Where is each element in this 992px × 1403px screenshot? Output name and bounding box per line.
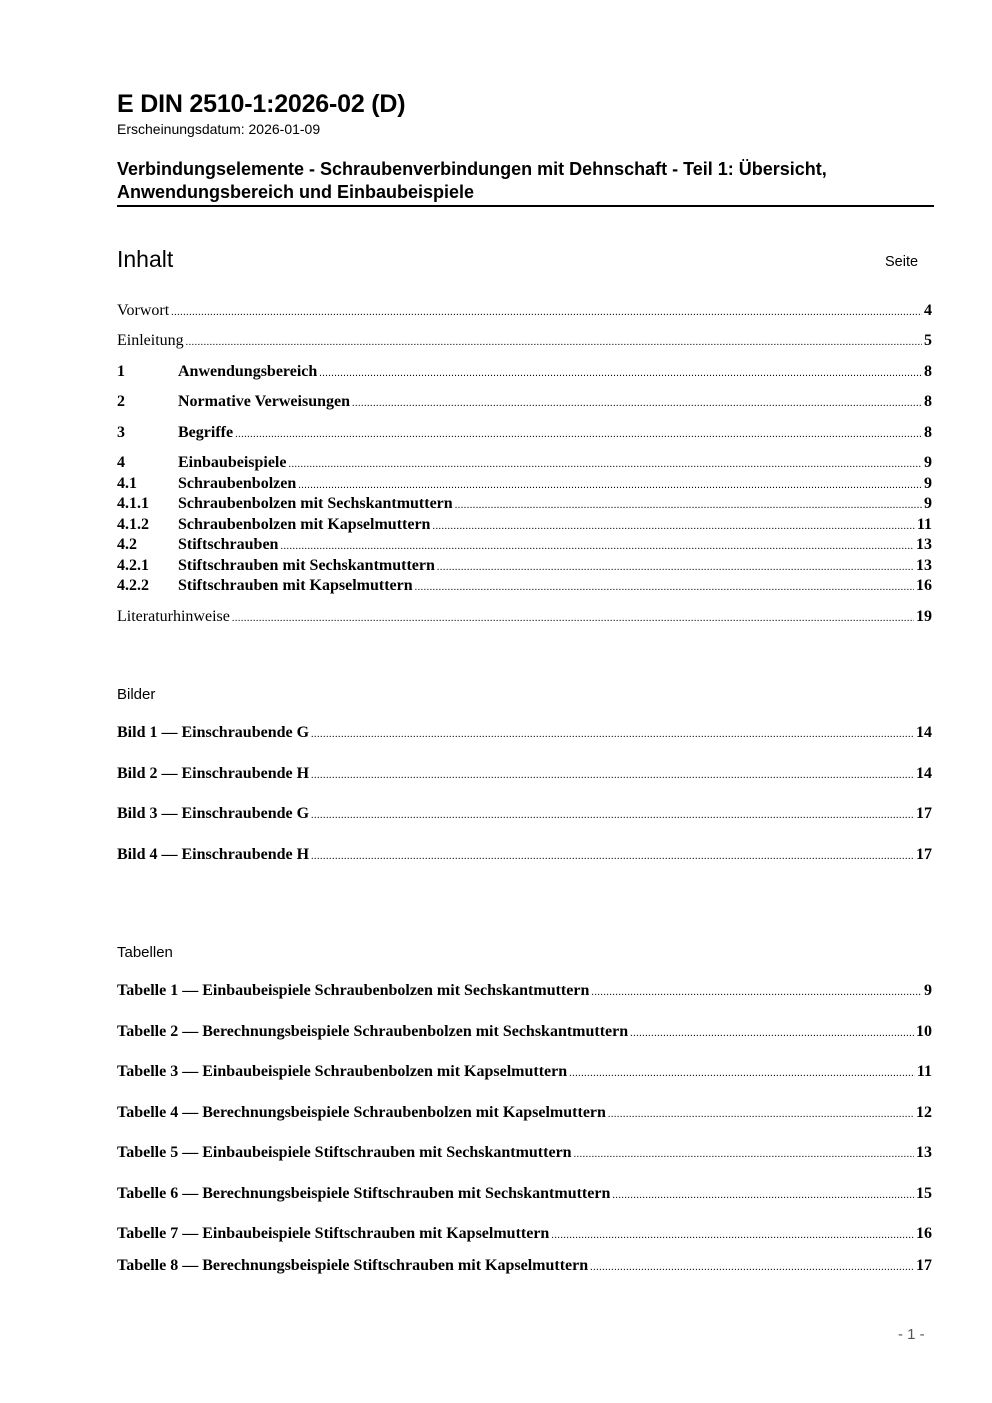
document-title: Verbindungselemente - Schraubenverbindungen mit Dehnschaft - Teil 1: Übersicht, Anwendungsbereich und Einbaubeispiele — [117, 159, 827, 202]
toc-entry-number: 4.1 — [117, 475, 137, 492]
table-entry-title: Tabelle 5 — Einbaubeispiele Stiftschrauben mit Sechskantmuttern — [117, 1144, 572, 1161]
table-entry-title: Tabelle 4 — Berechnungsbeispiele Schraubenbolzen mit Kapselmuttern — [117, 1104, 606, 1121]
leader-dots — [352, 398, 922, 409]
figures-heading: Bilder — [117, 686, 156, 703]
toc-entry-page: 4 — [924, 302, 932, 319]
toc-entry-3[interactable] — [117, 424, 932, 444]
toc-entry-page: 8 — [924, 393, 932, 410]
toc-entry-4-1[interactable] — [117, 475, 932, 495]
leader-dots — [319, 368, 922, 379]
toc-entry-title: Einbaubeispiele — [178, 454, 287, 471]
leader-dots — [591, 987, 922, 998]
tables-heading: Tabellen — [117, 944, 173, 961]
toc-entry-page: 8 — [924, 424, 932, 441]
toc-entry-4-2-2[interactable] — [117, 577, 932, 597]
toc-entry-page: 19 — [916, 608, 932, 625]
toc-entry-literaturhinweise[interactable] — [117, 608, 932, 628]
leader-dots — [311, 810, 914, 821]
leader-dots — [232, 613, 914, 624]
toc-entry-4-1-2[interactable] — [117, 516, 932, 536]
table-entry-page: 10 — [916, 1023, 932, 1040]
leader-dots — [432, 521, 914, 532]
toc-entry-number: 4.2.2 — [117, 577, 149, 594]
table-entry-page: 13 — [916, 1144, 932, 1161]
toc-entry-number: 4.1.2 — [117, 516, 149, 533]
toc-entry-page: 9 — [924, 475, 932, 492]
page-column-heading: Seite — [885, 254, 919, 270]
toc-entry-4[interactable] — [117, 454, 932, 474]
toc-entry-number: 4 — [117, 454, 125, 471]
leader-dots — [280, 541, 914, 552]
page-number: - 1 - — [898, 1326, 925, 1343]
toc-entry-title: Schraubenbolzen mit Kapselmuttern — [178, 516, 431, 533]
table-entry-page: 9 — [924, 982, 932, 999]
leader-dots — [171, 307, 922, 318]
toc-entry-title: Stiftschrauben — [178, 536, 279, 553]
figure-entry-title: Bild 3 — Einschraubende G — [117, 805, 310, 822]
leader-dots — [298, 480, 922, 491]
toc-entry-title: Begriffe — [178, 424, 234, 441]
toc-entry-page: 16 — [916, 577, 932, 594]
toc-entry-page: 9 — [924, 454, 932, 471]
leader-dots — [455, 500, 922, 511]
toc-entry-number: 1 — [117, 363, 125, 380]
toc-entry-1[interactable] — [117, 363, 932, 383]
table-entry-title: Tabelle 1 — Einbaubeispiele Schraubenbolzen mit Sechskantmuttern — [117, 982, 590, 999]
toc-entry-title: Schraubenbolzen mit Sechskantmuttern — [178, 495, 453, 512]
toc-entry-4-2-1[interactable] — [117, 557, 932, 577]
toc-entry-page: 8 — [924, 363, 932, 380]
title-divider — [117, 205, 934, 207]
publication-date: Erscheinungsdatum: 2026-01-09 — [117, 121, 321, 137]
table-entry-page: 17 — [916, 1257, 932, 1274]
toc-entry-number: 4.1.1 — [117, 495, 149, 512]
leader-dots — [569, 1068, 915, 1079]
toc-entry-page: 11 — [916, 516, 932, 533]
leader-dots — [288, 459, 922, 470]
toc-entry-page: 13 — [916, 557, 932, 574]
figure-entry-title: Bild 4 — Einschraubende H — [117, 846, 310, 863]
toc-entry-number: 4.2.1 — [117, 557, 149, 574]
toc-entry-vorwort[interactable] — [117, 302, 932, 322]
toc-entry-title: Stiftschrauben mit Sechskantmuttern — [178, 557, 435, 574]
toc-entry-4-1-1[interactable] — [117, 495, 932, 515]
figure-entry-1[interactable] — [117, 724, 932, 744]
toc-entry-title: Literaturhinweise — [117, 608, 230, 625]
leader-dots — [311, 729, 914, 740]
figure-entry-2[interactable] — [117, 765, 932, 785]
table-entry-title: Tabelle 2 — Berechnungsbeispiele Schraubenbolzen mit Sechskantmuttern — [117, 1023, 629, 1040]
leader-dots — [235, 429, 922, 440]
table-entry-4[interactable] — [117, 1104, 932, 1124]
leader-dots — [437, 562, 914, 573]
leader-dots — [311, 851, 914, 862]
table-entry-title: Tabelle 3 — Einbaubeispiele Schraubenbolzen mit Kapselmuttern — [117, 1063, 568, 1080]
toc-entry-page: 9 — [924, 495, 932, 512]
table-entry-title: Tabelle 8 — Berechnungsbeispiele Stiftschrauben mit Kapselmuttern — [117, 1257, 589, 1274]
toc-entry-page: 5 — [924, 332, 932, 349]
toc-entry-page: 13 — [916, 536, 932, 553]
table-entry-page: 12 — [916, 1104, 932, 1121]
leader-dots — [612, 1190, 914, 1201]
leader-dots — [608, 1109, 914, 1120]
table-entry-page: 16 — [916, 1225, 932, 1242]
figure-entry-title: Bild 1 — Einschraubende G — [117, 724, 310, 741]
toc-entry-title: Einleitung — [117, 332, 184, 349]
document-code: E DIN 2510-1:2026-02 (D) — [117, 90, 406, 118]
figure-entry-page: 14 — [916, 724, 932, 741]
toc-entry-2[interactable] — [117, 393, 932, 413]
figure-entry-4[interactable] — [117, 846, 932, 866]
table-entry-title: Tabelle 7 — Einbaubeispiele Stiftschrauben mit Kapselmuttern — [117, 1225, 550, 1242]
toc-entry-title: Anwendungsbereich — [178, 363, 318, 380]
leader-dots — [186, 337, 922, 348]
leader-dots — [590, 1262, 914, 1273]
leader-dots — [574, 1149, 914, 1160]
leader-dots — [311, 770, 914, 781]
toc-entry-number: 2 — [117, 393, 125, 410]
figure-entry-title: Bild 2 — Einschraubende H — [117, 765, 310, 782]
table-entry-2[interactable] — [117, 1023, 932, 1043]
table-entry-6[interactable] — [117, 1185, 932, 1205]
toc-entry-number: 4.2 — [117, 536, 137, 553]
toc-entry-title: Schraubenbolzen — [178, 475, 297, 492]
leader-dots — [551, 1230, 914, 1241]
table-entry-5[interactable] — [117, 1144, 932, 1164]
table-entry-1[interactable] — [117, 982, 932, 1002]
table-entry-page: 11 — [916, 1063, 932, 1080]
leader-dots — [630, 1028, 914, 1039]
toc-entry-4-2[interactable] — [117, 536, 932, 556]
toc-heading: Inhalt — [117, 246, 174, 272]
leader-dots — [415, 582, 914, 593]
table-entry-3[interactable] — [117, 1063, 932, 1083]
figure-entry-page: 17 — [916, 805, 932, 822]
table-entry-title: Tabelle 6 — Berechnungsbeispiele Stiftschrauben mit Sechskantmuttern — [117, 1185, 611, 1202]
table-entry-8[interactable] — [117, 1257, 932, 1277]
table-entry-page: 15 — [916, 1185, 932, 1202]
figure-entry-page: 14 — [916, 765, 932, 782]
table-entry-7[interactable] — [117, 1225, 932, 1245]
toc-entry-number: 3 — [117, 424, 125, 441]
toc-entry-einleitung[interactable] — [117, 332, 932, 352]
figure-entry-3[interactable] — [117, 805, 932, 825]
toc-entry-title: Normative Verweisungen — [178, 393, 350, 410]
toc-entry-title: Vorwort — [117, 302, 170, 319]
figure-entry-page: 17 — [916, 846, 932, 863]
toc-entry-title: Stiftschrauben mit Kapselmuttern — [178, 577, 413, 594]
